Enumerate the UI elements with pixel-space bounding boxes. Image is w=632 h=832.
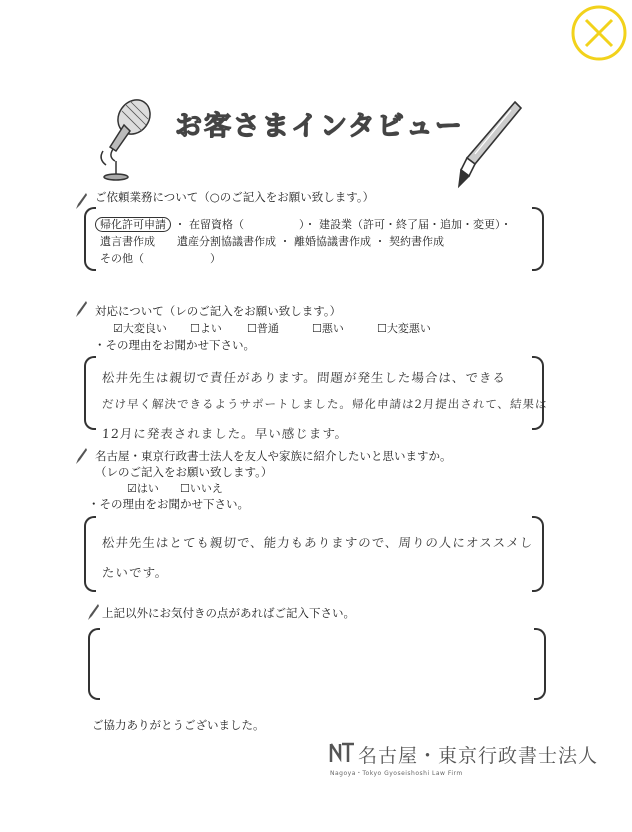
section3-sub: （レのご記入をお願い致します。）: [95, 465, 273, 479]
section2-heading: 対応について（レのご記入をお願い致します。）: [95, 304, 342, 318]
section3-heading: 名古屋・東京行政書士法人を友人や家族に紹介したいと思いますか。: [95, 449, 452, 463]
section1-line1-rest: ・ 在留資格（ ）・ 建設業（許可・終了届・追加・変更）・: [174, 218, 512, 231]
pen-icon: [74, 300, 88, 318]
section1-heading: ご依頼業務について（○のご記入をお願い致します。）: [95, 190, 375, 204]
answer-line: だけ早く解決できるようサポートしました。帰化申請は2月提出されて、結果は: [101, 397, 549, 411]
pen-icon: [86, 603, 100, 621]
answer-line: 松井先生は親切で責任があります。問題が発生した場合は、できる: [101, 370, 507, 385]
answer-line: 12月に発表されました。早い感じます。: [101, 426, 349, 441]
page-title: お客さまインタビュー: [175, 111, 464, 142]
close-stamp-icon: [570, 4, 628, 62]
section4-bracket-right: [534, 628, 546, 700]
section2-bracket-right: [532, 356, 544, 430]
firm-logo-icon: [328, 740, 356, 766]
section2-bracket-left: [84, 356, 96, 430]
section1-line3: その他（ ）: [100, 252, 221, 265]
section4-bracket-left: [88, 628, 100, 700]
section4-heading: 上記以外にお気付きの点があればご記入下さい。: [102, 606, 355, 620]
section3-bracket-left: [84, 516, 96, 592]
firm-name: 名古屋・東京行政書士法人: [358, 745, 599, 767]
rating-option: ☐よい: [190, 322, 222, 335]
recommend-option: ☑はい: [127, 482, 159, 495]
pen-icon: [74, 447, 88, 465]
section1-bracket-right: [532, 207, 544, 271]
pen-illustration-icon: [455, 98, 525, 190]
section3-reason-label: ・その理由をお聞かせ下さい。: [88, 497, 249, 511]
section2-reason-label: ・その理由をお聞かせ下さい。: [94, 338, 255, 352]
section1-line2: 遺言書作成 遺産分割協議書作成 ・ 離婚協議書作成 ・ 契約書作成: [100, 235, 444, 248]
rating-option: ☐大変悪い: [377, 322, 431, 335]
pen-icon: [74, 192, 88, 210]
section1-bracket-left: [84, 207, 96, 271]
section3-bracket-right: [532, 516, 544, 592]
recommend-option: ☐いいえ: [180, 482, 223, 495]
answer-line: たいです。: [101, 565, 170, 580]
firm-name-english: Nagoya・Tokyo Gyoseishoshi Law Firm: [330, 770, 463, 777]
thanks-text: ご協力ありがとうございました。: [92, 718, 265, 732]
circled-option: 帰化許可申請: [95, 217, 171, 232]
rating-option: ☑大変良い: [113, 322, 167, 335]
answer-line: 松井先生はとても親切で、能力もありますので、周りの人にオススメし: [101, 535, 534, 550]
rating-option: ☐普通: [247, 322, 279, 335]
section1-line1: [100, 216, 512, 232]
rating-option: ☐悪い: [312, 322, 344, 335]
microphone-icon: [88, 95, 158, 183]
